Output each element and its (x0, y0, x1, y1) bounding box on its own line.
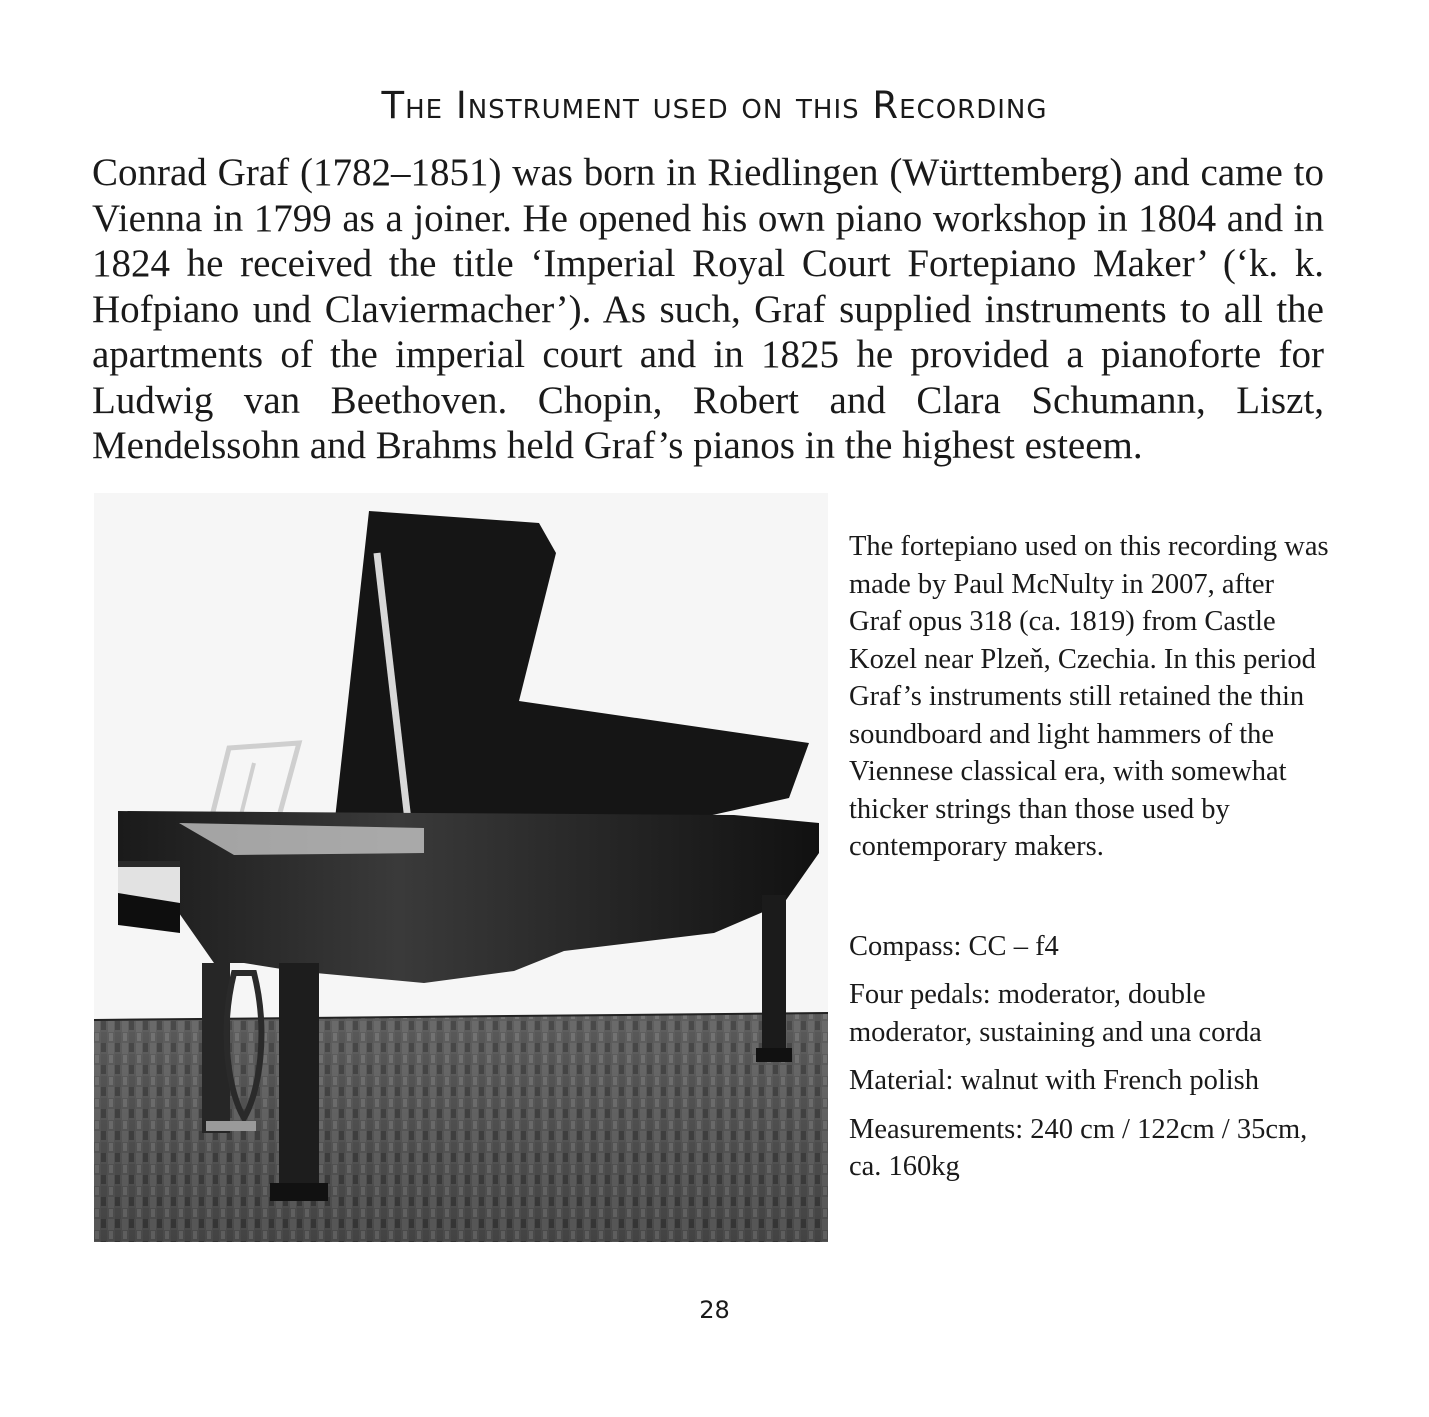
spec-material: Material: walnut with French polish (849, 1065, 1260, 1096)
spec-compass: Compass: CC – f4 (849, 930, 1059, 962)
instrument-description: The fortepiano used on this recording was made by Paul McNulty in 2007, after Graf opus 318 (ca. 1819) from Castle Kozel near Plzeň, Czechia. In this period Graf’s instruments still retained the thin soundboard and light hammers of the Viennese classical era, with somewhat thicker strings than those used by contemporary makers. (849, 531, 1329, 862)
page-number: 28 (699, 1296, 730, 1324)
fortepiano-photo (94, 493, 828, 1242)
spec-pedals: Four pedals: moderator, double moderator, sustaining and una corda (849, 979, 1262, 1048)
instrument-details (849, 528, 1329, 1197)
spec-measurements: Measurements: 240 cm / 122cm / 35cm, ca. 160kg (849, 1113, 1308, 1182)
page-title: The Instrument used on this Recording (381, 84, 1048, 127)
intro-paragraph: Conrad Graf (1782–1851) was born in Riedlingen (Württemberg) and came to Vienna in 1799 as a joiner. He opened his own piano workshop in 1804 and in 1824 he received the title ‘Imperial Royal Court Fortepiano Maker’ (‘k. k. Hofpiano und Claviermacher’). As such, Graf supplied instruments to all the apartments of the imperial court and in 1825 he provided a pianoforte for Ludwig van Beethoven. Chopin, Robert and Clara Schumann, Liszt, Mendelssohn and Brahms held Graf’s pianos in the highest esteem. (92, 151, 1324, 467)
